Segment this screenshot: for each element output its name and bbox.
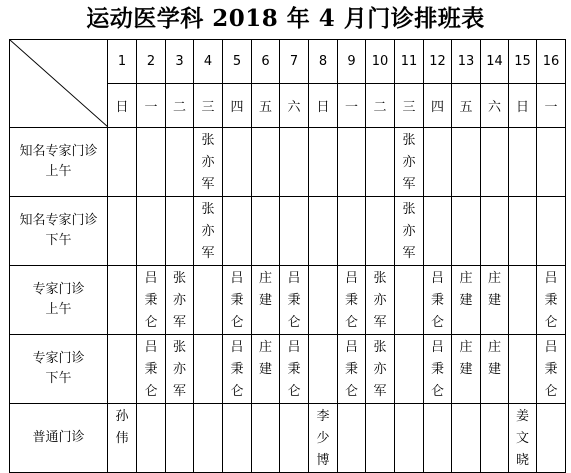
weekday-header: 四 <box>223 84 252 128</box>
doctor-name: 吕 秉 仑 <box>230 340 244 399</box>
row-label-line2: 下午 <box>45 371 72 386</box>
schedule-cell <box>137 197 166 266</box>
weekday-header: 六 <box>481 84 509 128</box>
row-label <box>10 335 108 404</box>
schedule-row <box>10 128 566 197</box>
doctor-name: 吕 秉 仑 <box>430 340 444 399</box>
doctor-name: 庄 建 <box>258 340 272 377</box>
schedule-cell <box>309 128 338 197</box>
schedule-cell <box>309 266 338 335</box>
doctor-name: 姜 文 晓 <box>515 409 529 468</box>
doctor-name: 张 亦 军 <box>172 271 186 330</box>
schedule-cell <box>223 128 252 197</box>
schedule-cell <box>166 197 194 266</box>
doctor-name: 吕 秉 仑 <box>230 271 244 330</box>
doctor-name: 张 亦 军 <box>201 133 215 192</box>
doctor-name: 张 亦 军 <box>373 271 387 330</box>
doctor-name: 孙 伟 <box>115 409 129 446</box>
date-header: 16 <box>537 40 566 84</box>
schedule-cell <box>309 197 338 266</box>
schedule-cell <box>395 266 424 335</box>
doctor-name: 庄 建 <box>487 271 501 308</box>
schedule-cell <box>537 266 566 335</box>
schedule-cell <box>223 197 252 266</box>
doctor-name: 庄 建 <box>459 271 473 308</box>
doctor-name: 吕 秉 仑 <box>544 340 558 399</box>
schedule-cell <box>338 266 366 335</box>
date-header: 15 <box>509 40 537 84</box>
schedule-cell <box>137 335 166 404</box>
schedule-cell <box>452 266 481 335</box>
row-label <box>10 266 108 335</box>
weekday-header: 五 <box>452 84 481 128</box>
schedule-cell <box>509 128 537 197</box>
doctor-name: 吕 秉 仑 <box>344 340 358 399</box>
row-label-line1: 知名专家门诊 <box>19 213 98 228</box>
diagonal-line <box>10 40 108 127</box>
schedule-cell <box>452 404 481 473</box>
doctor-name: 吕 秉 仑 <box>544 271 558 330</box>
row-label-line1: 专家门诊 <box>32 282 85 297</box>
weekday-header: 日 <box>509 84 537 128</box>
date-header: 5 <box>223 40 252 84</box>
weekday-header: 二 <box>366 84 395 128</box>
doctor-name: 张 亦 军 <box>402 133 416 192</box>
schedule-cell <box>395 335 424 404</box>
schedule-cell <box>424 197 452 266</box>
weekday-header: 六 <box>280 84 309 128</box>
schedule-cell <box>366 197 395 266</box>
schedule-cell <box>166 404 194 473</box>
schedule-cell <box>223 404 252 473</box>
schedule-cell <box>338 128 366 197</box>
schedule-cell <box>537 197 566 266</box>
schedule-cell <box>395 404 424 473</box>
schedule-cell <box>252 335 280 404</box>
schedule-cell <box>338 197 366 266</box>
doctor-name: 吕 秉 仑 <box>287 340 301 399</box>
weekday-header: 五 <box>252 84 280 128</box>
doctor-name: 庄 建 <box>459 340 473 377</box>
doctor-name: 吕 秉 仑 <box>144 271 158 330</box>
row-label-line1: 知名专家门诊 <box>19 144 98 159</box>
row-label <box>10 197 108 266</box>
schedule-cell <box>366 266 395 335</box>
row-label <box>10 128 108 197</box>
doctor-name: 吕 秉 仑 <box>144 340 158 399</box>
schedule-cell <box>338 335 366 404</box>
row-label <box>10 404 108 473</box>
schedule-cell <box>366 404 395 473</box>
date-header: 11 <box>395 40 424 84</box>
weekday-header: 一 <box>137 84 166 128</box>
schedule-cell <box>537 128 566 197</box>
page-title: 运动医学科 2018 年 4 月门诊排班表 <box>86 5 485 32</box>
schedule-cell <box>395 197 424 266</box>
doctor-name: 张 亦 军 <box>373 340 387 399</box>
schedule-cell <box>194 197 223 266</box>
schedule-cell <box>280 266 309 335</box>
schedule-cell <box>309 404 338 473</box>
schedule-row <box>10 197 566 266</box>
doctor-name: 张 亦 军 <box>402 202 416 261</box>
schedule-cell <box>366 335 395 404</box>
row-label-line1: 普通门诊 <box>32 430 85 445</box>
doctor-name: 李 少 博 <box>316 409 330 468</box>
doctor-name: 张 亦 军 <box>201 202 215 261</box>
schedule-cell <box>252 266 280 335</box>
schedule-cell <box>366 128 395 197</box>
date-header: 1 <box>108 40 137 84</box>
schedule-cell <box>537 404 566 473</box>
doctor-name: 吕 秉 仑 <box>430 271 444 330</box>
schedule-cell <box>338 404 366 473</box>
date-header: 7 <box>280 40 309 84</box>
schedule-cell <box>481 266 509 335</box>
weekday-header: 三 <box>395 84 424 128</box>
schedule-cell <box>481 197 509 266</box>
schedule-cell <box>166 335 194 404</box>
row-label-line1: 专家门诊 <box>32 351 85 366</box>
date-header: 2 <box>137 40 166 84</box>
date-row <box>10 40 566 84</box>
date-header: 13 <box>452 40 481 84</box>
schedule-cell <box>452 128 481 197</box>
schedule-cell <box>194 266 223 335</box>
schedule-cell <box>481 335 509 404</box>
schedule-cell <box>137 404 166 473</box>
schedule-cell <box>452 197 481 266</box>
schedule-cell <box>108 266 137 335</box>
schedule-cell <box>424 404 452 473</box>
weekday-header: 一 <box>338 84 366 128</box>
schedule-cell <box>137 266 166 335</box>
schedule-cell <box>194 404 223 473</box>
schedule-cell <box>166 266 194 335</box>
date-header: 4 <box>194 40 223 84</box>
schedule-cell <box>280 404 309 473</box>
schedule-cell <box>424 128 452 197</box>
doctor-name: 庄 建 <box>487 340 501 377</box>
schedule-cell <box>252 128 280 197</box>
row-label-line2: 上午 <box>45 164 72 179</box>
weekday-header: 日 <box>309 84 338 128</box>
schedule-cell <box>137 128 166 197</box>
date-header: 3 <box>166 40 194 84</box>
date-header: 14 <box>481 40 509 84</box>
doctor-name: 张 亦 军 <box>172 340 186 399</box>
schedule-cell <box>481 128 509 197</box>
weekday-header: 一 <box>537 84 566 128</box>
schedule-row <box>10 266 566 335</box>
schedule-cell <box>252 197 280 266</box>
schedule-cell <box>166 128 194 197</box>
date-header: 6 <box>252 40 280 84</box>
schedule-cell <box>108 335 137 404</box>
schedule-cell <box>452 335 481 404</box>
schedule-table <box>9 39 566 473</box>
schedule-row <box>10 404 566 473</box>
date-header: 10 <box>366 40 395 84</box>
schedule-cell <box>108 128 137 197</box>
schedule-cell <box>223 266 252 335</box>
schedule-cell <box>509 335 537 404</box>
schedule-cell <box>223 335 252 404</box>
schedule-cell <box>509 197 537 266</box>
date-header: 9 <box>338 40 366 84</box>
schedule-cell <box>424 335 452 404</box>
schedule-cell <box>509 404 537 473</box>
doctor-name: 吕 秉 仑 <box>344 271 358 330</box>
schedule-cell <box>280 128 309 197</box>
schedule-cell <box>194 128 223 197</box>
schedule-cell <box>108 404 137 473</box>
schedule-cell <box>395 128 424 197</box>
schedule-cell <box>481 404 509 473</box>
row-label-line2: 下午 <box>45 233 72 248</box>
schedule-cell <box>252 404 280 473</box>
schedule-cell <box>108 197 137 266</box>
weekday-header: 二 <box>166 84 194 128</box>
schedule-cell <box>509 266 537 335</box>
schedule-cell <box>280 197 309 266</box>
doctor-name: 吕 秉 仑 <box>287 271 301 330</box>
schedule-cell <box>424 266 452 335</box>
schedule-row <box>10 335 566 404</box>
doctor-name: 庄 建 <box>258 271 272 308</box>
schedule-cell <box>194 335 223 404</box>
schedule-cell <box>537 335 566 404</box>
corner-cell <box>10 40 108 128</box>
date-header: 8 <box>309 40 338 84</box>
row-label-line2: 上午 <box>45 302 72 317</box>
weekday-header: 三 <box>194 84 223 128</box>
weekday-header: 日 <box>108 84 137 128</box>
weekday-header: 四 <box>424 84 452 128</box>
schedule-cell <box>280 335 309 404</box>
schedule-cell <box>309 335 338 404</box>
date-header: 12 <box>424 40 452 84</box>
